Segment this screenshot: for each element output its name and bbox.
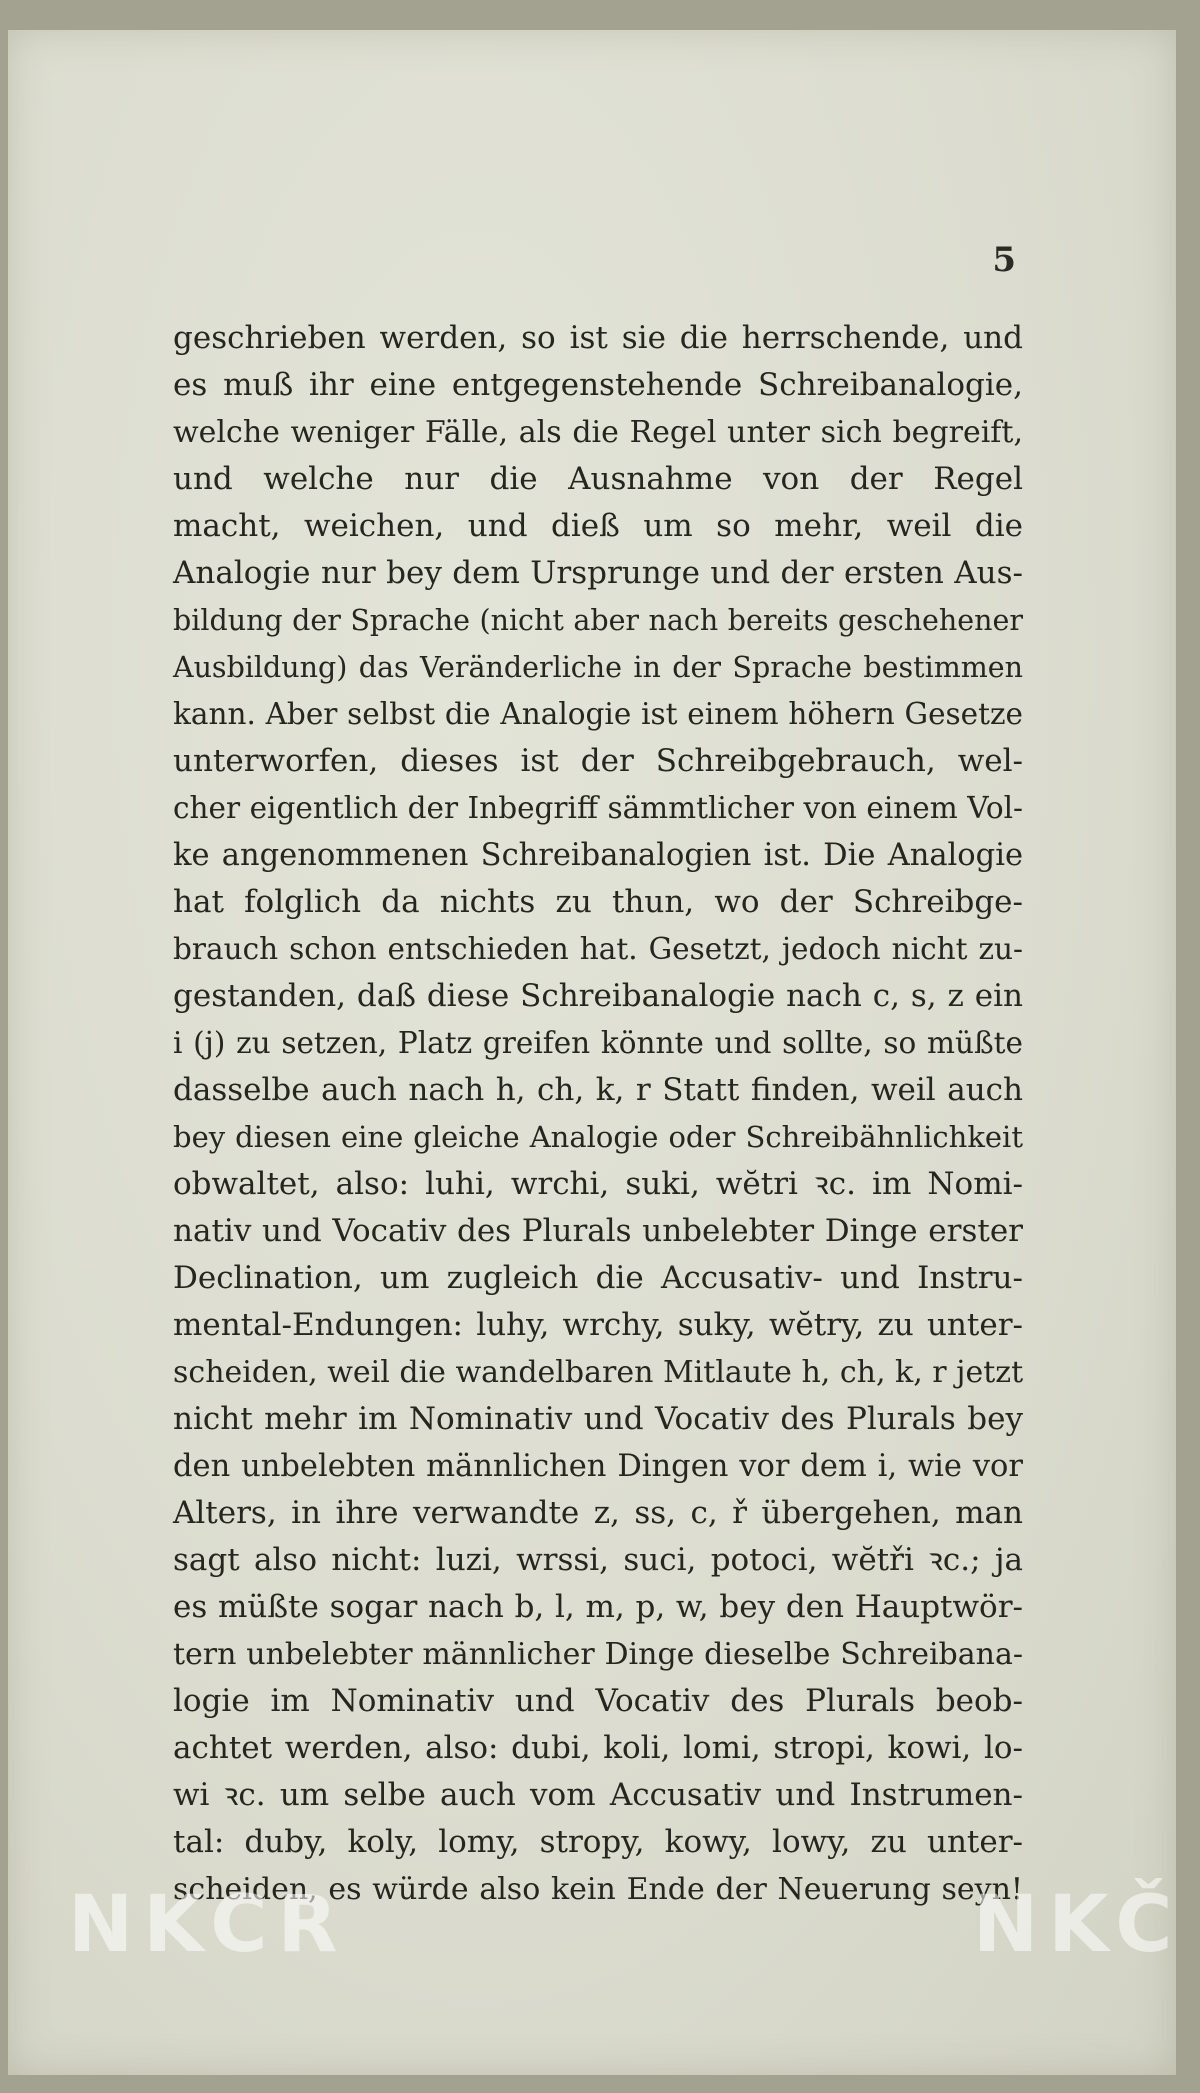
text-line: scheiden, es würde also kein Ende der Neuerung seyn! — [173, 1872, 1023, 1907]
library-watermark: NKCR — [68, 1880, 348, 1970]
text-line: obwaltet, also: luhi, wrchi, suki, wĕtri ꝛc. im Nomi- — [173, 1166, 1023, 1202]
text-line: macht, weichen, und dieß um so mehr, weil die — [173, 508, 1023, 544]
text-line: tern unbelebter männlicher Dinge dieselbe Schreibana- — [173, 1637, 1023, 1672]
text-line: nativ und Vocativ des Plurals unbelebter Dinge erster — [173, 1213, 1023, 1249]
text-line: scheiden, weil die wandelbaren Mitlaute h, ch, k, r jetzt — [173, 1355, 1024, 1390]
text-line: geschrieben werden, so ist sie die herrschende, und — [173, 320, 1023, 356]
text-line: mental-Endungen: luhy, wrchy, suky, wĕtry, zu unter- — [173, 1307, 1023, 1343]
text-line: hat folglich da nichts zu thun, wo der Schreibge- — [173, 884, 1023, 920]
text-line: es muß ihr eine entgegenstehende Schreibanalogie, — [173, 367, 1023, 403]
text-line: bey diesen eine gleiche Analogie oder Schreibähnlichkeit — [173, 1120, 1023, 1154]
text-line: den unbelebten männlichen Dingen vor dem i, wie vor — [173, 1449, 1023, 1484]
text-line: welche weniger Fälle, als die Regel unter sich begreift, — [173, 415, 1023, 450]
text-line: achtet werden, also: dubi, koli, lomi, stropi, kowi, lo- — [173, 1730, 1023, 1766]
text-line: ke angenommenen Schreibanalogien ist. Die Analogie — [173, 838, 1023, 873]
text-line: sagt also nicht: luzi, wrssi, suci, potoci, wĕtři ꝛc.; ja — [173, 1542, 1023, 1578]
text-line: Analogie nur bey dem Ursprunge und der ersten Aus- — [173, 555, 1023, 591]
text-line: nicht mehr im Nominativ und Vocativ des Plurals bey — [173, 1401, 1023, 1437]
text-line: brauch schon entschieden hat. Gesetzt, jedoch nicht zu- — [173, 932, 1023, 966]
text-line: wi ꝛc. um selbe auch vom Accusativ und Instrumen- — [173, 1777, 1023, 1813]
text-line: Alters, in ihre verwandte z, ss, c, ř übergehen, man — [173, 1495, 1023, 1531]
text-line: und welche nur die Ausnahme von der Regel — [173, 461, 1023, 497]
text-line: cher eigentlich der Inbegriff sämmtlicher von einem Vol- — [173, 791, 1023, 825]
text-line: es müßte sogar nach b, l, m, p, w, bey den Hauptwör- — [173, 1589, 1023, 1625]
library-watermark: NKČ — [973, 1880, 1183, 1970]
book-page — [8, 30, 1183, 2075]
text-line: bildung der Sprache (nicht aber nach bereits geschehener — [173, 604, 1023, 637]
text-line: i (j) zu setzen, Platz greifen könnte und sollte, so müßte — [173, 1026, 1023, 1060]
page-number: 5 — [992, 240, 1016, 280]
text-line: dasselbe auch nach h, ch, k, r Statt finden, weil auch — [173, 1072, 1023, 1108]
text-line: kann. Aber selbst die Analogie ist einem höhern Gesetze — [173, 697, 1023, 731]
text-line: Ausbildung) das Veränderliche in der Sprache bestimmen — [173, 651, 1023, 684]
text-line: unterworfen, dieses ist der Schreibgebrauch, wel- — [173, 743, 1023, 779]
text-line: tal: duby, koly, lomy, stropy, kowy, lowy, zu unter- — [173, 1824, 1023, 1860]
body-text — [173, 315, 1023, 1913]
text-line: logie im Nominativ und Vocativ des Plurals beob- — [173, 1683, 1023, 1719]
text-line: gestanden, daß diese Schreibanalogie nach c, s, z ein — [173, 978, 1023, 1014]
text-line: Declination, um zugleich die Accusativ- und Instru- — [173, 1260, 1023, 1296]
